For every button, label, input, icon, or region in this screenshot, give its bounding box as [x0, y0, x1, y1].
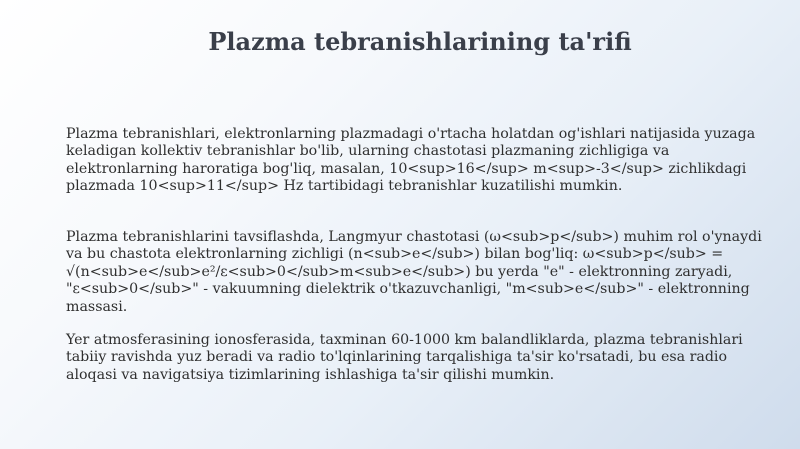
- paragraph-ionosphere: Yer atmosferasining ionosferasida, taxminan 60-1000 km balandliklarda, plazma tebranishlari tabiiy ravishda yuz beradi va radio to'lqinlarining tarqalishiga ta'sir ko'rsatadi, bu esa radio aloqasi va navigatsiya tizimlarining ishlashiga ta'sir qilishi mumkin.: [66, 332, 743, 383]
- slide-title: Plazma tebranishlarining ta'rifi: [208, 27, 632, 56]
- paragraph-definition: Plazma tebranishlari, elektronlarning plazmadagi o'rtacha holatdan og'ishlari natijasida yuzaga keladigan kollektiv tebranishlar bo'lib, ularning chastotasi plazmaning zichligiga va elektronlarning haroratiga bog'liq, masalan, 10<sup>16</sup> m<sup>-3</sup> zichlikdagi plazmada 10<sup>11</sup> Hz tartibidagi tebranishlar kuzatilishi mumkin.: [66, 126, 756, 195]
- paragraph-langmuir-frequency: Plazma tebranishlarini tavsiflashda, Langmyur chastotasi (ω<sub>p</sub>) muhim rol o'ynaydi va bu chastota elektronlarning zichligi (n<sub>e</sub>) bilan bog'liq: ω<sub>p</sub> = √(n<sub>e</sub>e²/ε<sub>0</sub>m<sub>e</sub>) bu yerda "e" - elektronning zaryadi, "ε<sub>0</sub>" - vakuumning dielektrik o'tkazuvchanligi, "m<sub>e</sub>" - elektronning massasi.: [66, 229, 762, 315]
